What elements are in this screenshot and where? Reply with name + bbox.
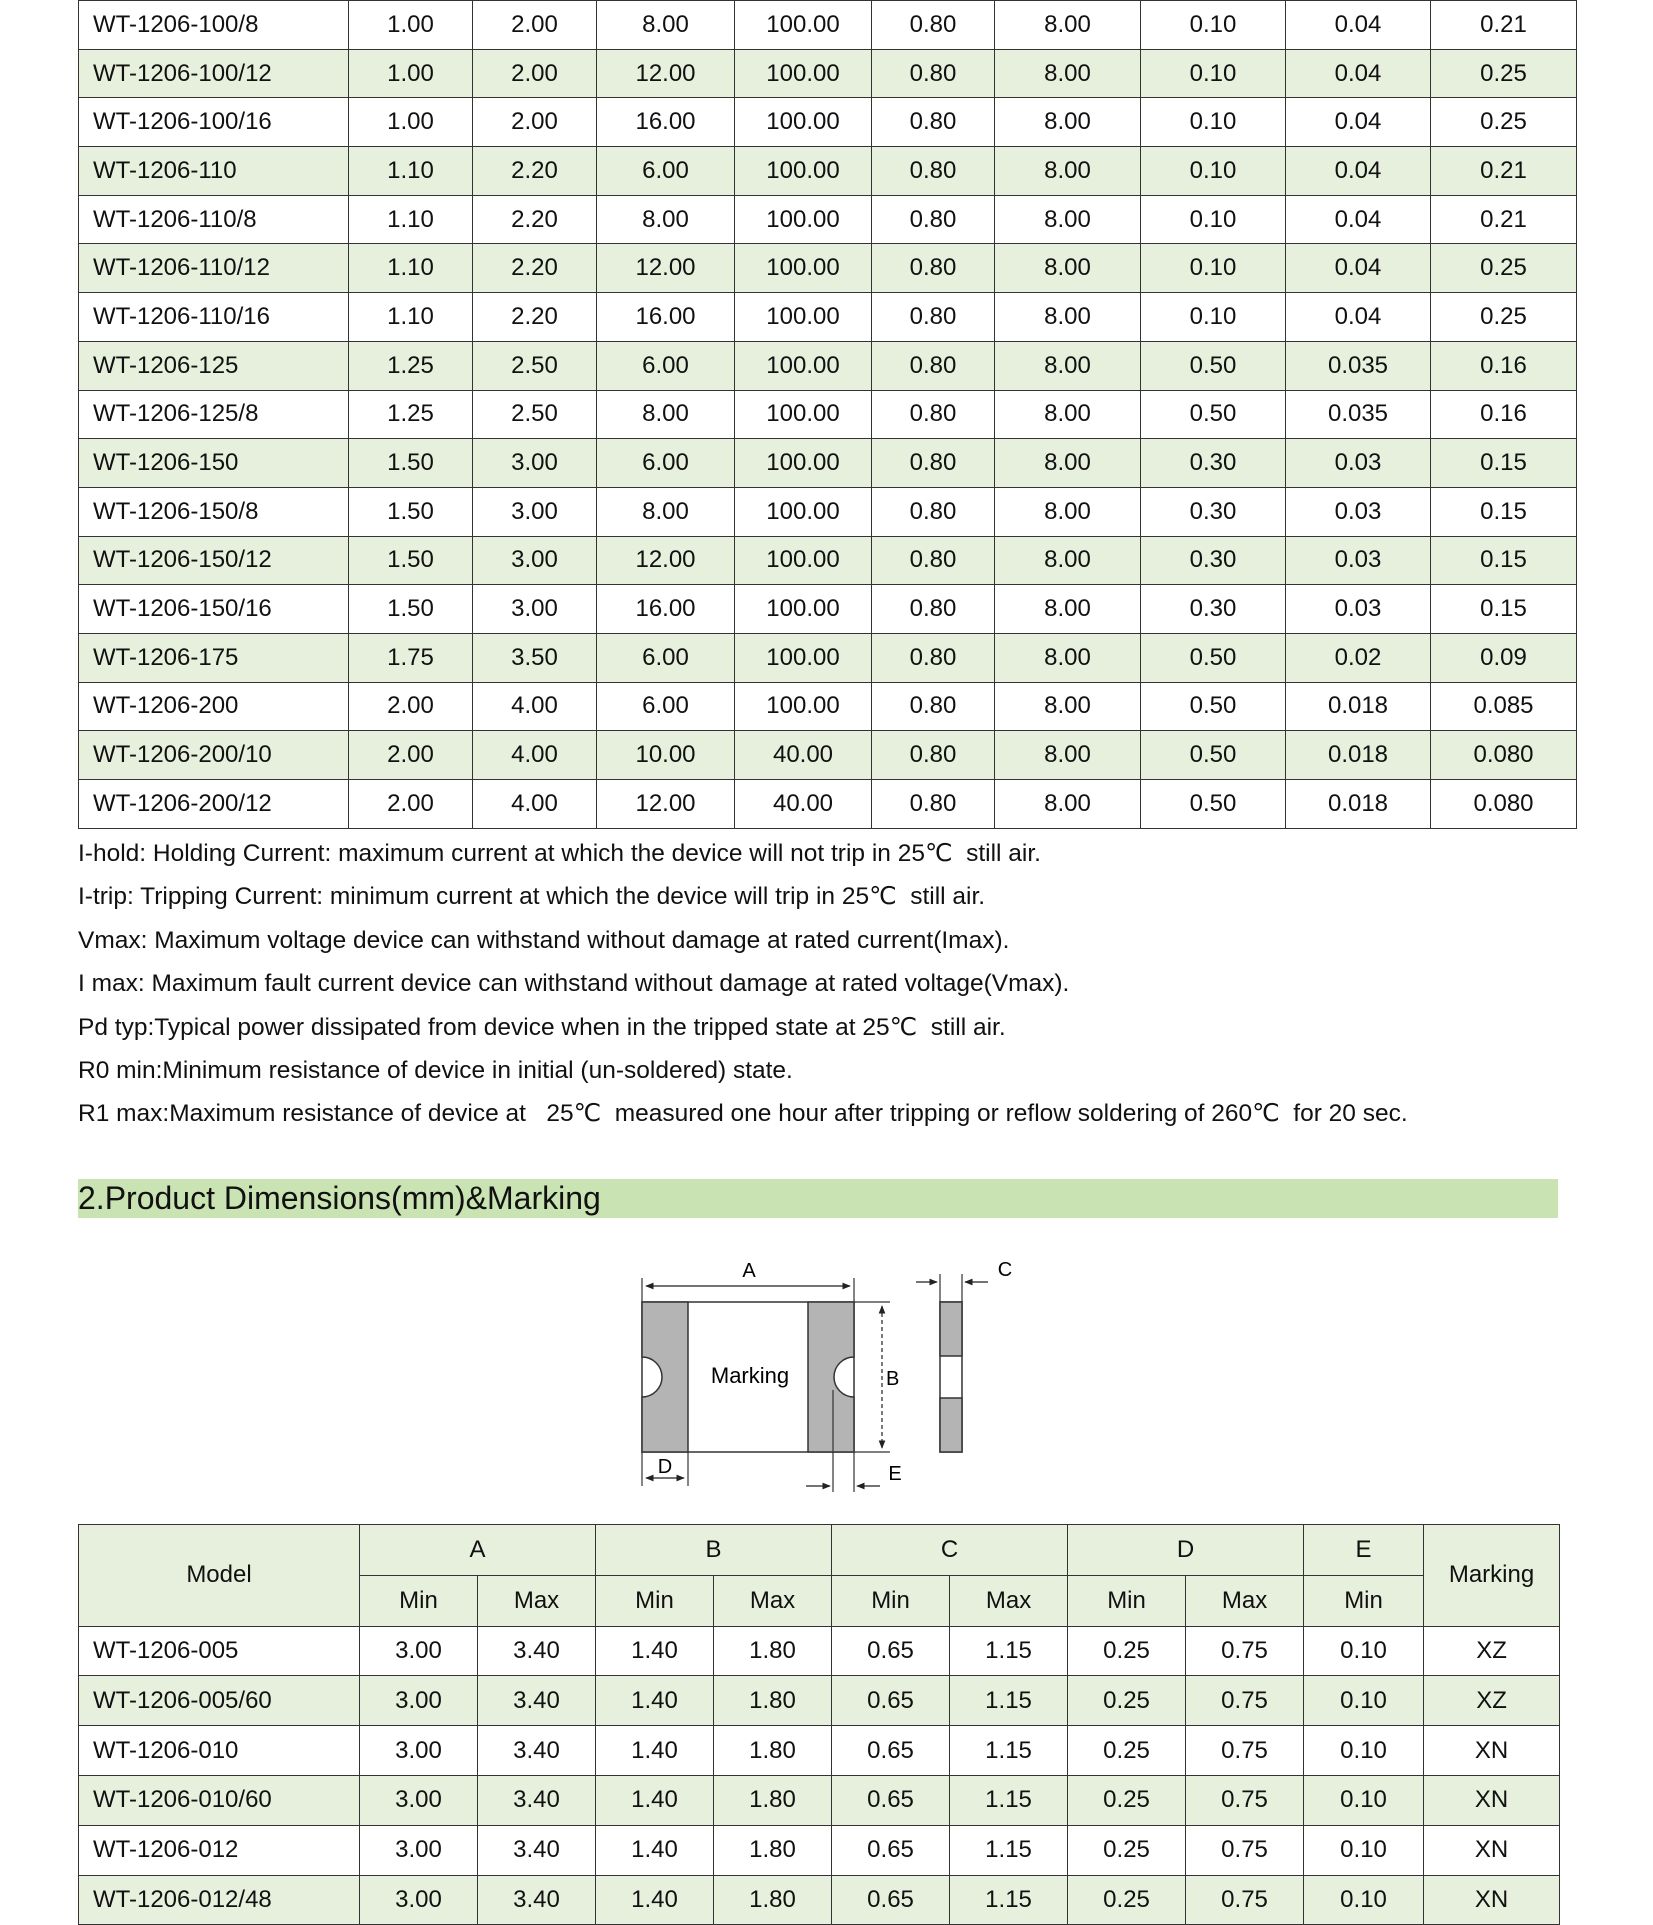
model-cell: WT-1206-110/12 [79, 244, 349, 293]
value-cell: 0.50 [1141, 341, 1286, 390]
value-cell: 1.15 [950, 1775, 1068, 1825]
value-cell: 8.00 [995, 682, 1141, 731]
value-cell: 2.00 [349, 731, 473, 780]
dim-sub-d-min: Min [1068, 1575, 1186, 1626]
value-cell: 0.80 [872, 98, 995, 147]
value-cell: 0.10 [1304, 1875, 1424, 1925]
value-cell: 0.25 [1068, 1726, 1186, 1776]
value-cell: 16.00 [597, 293, 735, 342]
marking-label: Marking [710, 1363, 790, 1388]
value-cell: 0.10 [1304, 1775, 1424, 1825]
value-cell: 0.80 [872, 536, 995, 585]
model-cell: WT-1206-110/8 [79, 195, 349, 244]
dim-e-label: E [888, 1463, 902, 1485]
note-pd-typ: Pd typ:Typical power dissipated from device when in the tripped state at 25℃ still air. [78, 1013, 1006, 1041]
value-cell: 1.00 [349, 98, 473, 147]
value-cell: 10.00 [597, 731, 735, 780]
value-cell: 0.04 [1286, 293, 1431, 342]
dimension-table [78, 1524, 1560, 1925]
table-row [79, 1, 1577, 50]
value-cell: 2.00 [473, 1, 597, 50]
value-cell: 0.80 [872, 633, 995, 682]
value-cell: 0.15 [1431, 439, 1577, 488]
value-cell: 0.30 [1141, 439, 1286, 488]
value-cell: 0.65 [832, 1626, 950, 1676]
model-cell: WT-1206-012/48 [79, 1875, 360, 1925]
value-cell: 0.10 [1141, 293, 1286, 342]
value-cell: 6.00 [597, 439, 735, 488]
value-cell: 0.15 [1431, 585, 1577, 634]
table-row [79, 439, 1577, 488]
value-cell: 0.65 [832, 1775, 950, 1825]
value-cell: 0.25 [1068, 1875, 1186, 1925]
value-cell: 6.00 [597, 682, 735, 731]
value-cell: 0.50 [1141, 731, 1286, 780]
value-cell: 0.80 [872, 293, 995, 342]
dim-sub-b-max: Max [714, 1575, 832, 1626]
value-cell: 100.00 [735, 487, 872, 536]
value-cell: 0.80 [872, 439, 995, 488]
model-cell: WT-1206-200 [79, 682, 349, 731]
model-cell: WT-1206-200/10 [79, 731, 349, 780]
value-cell: 3.40 [478, 1875, 596, 1925]
model-cell: WT-1206-150/12 [79, 536, 349, 585]
value-cell: 1.40 [596, 1626, 714, 1676]
value-cell: 0.30 [1141, 487, 1286, 536]
value-cell: 8.00 [995, 487, 1141, 536]
value-cell: 8.00 [995, 731, 1141, 780]
value-cell: 1.10 [349, 293, 473, 342]
value-cell: 0.50 [1141, 780, 1286, 829]
value-cell: 0.10 [1141, 49, 1286, 98]
table-row [79, 341, 1577, 390]
value-cell: 2.20 [473, 244, 597, 293]
value-cell: 0.10 [1141, 244, 1286, 293]
value-cell: 1.15 [950, 1825, 1068, 1875]
value-cell: 1.40 [596, 1775, 714, 1825]
model-cell: WT-1206-110/16 [79, 293, 349, 342]
value-cell: 0.65 [832, 1676, 950, 1726]
note-imax: I max: Maximum fault current device can withstand without damage at rated voltage(Vmax). [78, 970, 1070, 998]
dimension-table-body [79, 1626, 1560, 1925]
value-cell: 4.00 [473, 731, 597, 780]
value-cell: 0.10 [1141, 147, 1286, 196]
value-cell: 8.00 [995, 98, 1141, 147]
value-cell: 16.00 [597, 585, 735, 634]
table-row [79, 585, 1577, 634]
value-cell: 2.00 [473, 49, 597, 98]
value-cell: 3.00 [473, 536, 597, 585]
dim-d-label: D [657, 1456, 673, 1478]
model-cell: WT-1206-010 [79, 1726, 360, 1776]
value-cell: 40.00 [735, 731, 872, 780]
value-cell: 1.25 [349, 390, 473, 439]
value-cell: 0.65 [832, 1726, 950, 1776]
table-row [79, 293, 1577, 342]
value-cell: 3.40 [478, 1726, 596, 1776]
value-cell: 2.00 [349, 682, 473, 731]
table-row [79, 1775, 1560, 1825]
value-cell: 0.03 [1286, 487, 1431, 536]
value-cell: 0.16 [1431, 341, 1577, 390]
value-cell: 0.50 [1141, 682, 1286, 731]
value-cell: 8.00 [995, 585, 1141, 634]
value-cell: 3.00 [360, 1775, 478, 1825]
value-cell: 3.00 [360, 1726, 478, 1776]
value-cell: 1.50 [349, 536, 473, 585]
value-cell: 0.15 [1431, 487, 1577, 536]
value-cell: 0.16 [1431, 390, 1577, 439]
note-r0-min: R0 min:Minimum resistance of device in initial (un-soldered) state. [78, 1057, 793, 1085]
value-cell: 0.75 [1186, 1825, 1304, 1875]
value-cell: XZ [1424, 1626, 1560, 1676]
value-cell: 100.00 [735, 585, 872, 634]
value-cell: 100.00 [735, 633, 872, 682]
value-cell: 0.80 [872, 731, 995, 780]
value-cell: 0.80 [872, 487, 995, 536]
value-cell: 0.04 [1286, 98, 1431, 147]
spec-table-body [79, 1, 1577, 829]
value-cell: 0.21 [1431, 147, 1577, 196]
value-cell: 0.80 [872, 1, 995, 50]
table-row [79, 98, 1577, 147]
value-cell: 1.80 [714, 1825, 832, 1875]
value-cell: 3.00 [473, 439, 597, 488]
value-cell: 100.00 [735, 195, 872, 244]
table-row [79, 1626, 1560, 1676]
value-cell: 100.00 [735, 536, 872, 585]
value-cell: 3.00 [360, 1626, 478, 1676]
value-cell: 8.00 [995, 244, 1141, 293]
value-cell: 0.04 [1286, 244, 1431, 293]
model-cell: WT-1206-150/16 [79, 585, 349, 634]
value-cell: 12.00 [597, 244, 735, 293]
value-cell: 100.00 [735, 1, 872, 50]
value-cell: 0.018 [1286, 682, 1431, 731]
value-cell: 8.00 [597, 195, 735, 244]
spec-table [78, 0, 1577, 829]
value-cell: 0.035 [1286, 341, 1431, 390]
value-cell: 3.00 [360, 1875, 478, 1925]
value-cell: 6.00 [597, 341, 735, 390]
dim-header-c: C [832, 1525, 1068, 1576]
value-cell: 0.25 [1431, 98, 1577, 147]
table-row [79, 244, 1577, 293]
value-cell: 1.80 [714, 1726, 832, 1776]
model-cell: WT-1206-150 [79, 439, 349, 488]
dim-sub-c-max: Max [950, 1575, 1068, 1626]
value-cell: 0.80 [872, 585, 995, 634]
table-row [79, 195, 1577, 244]
dim-sub-c-min: Min [832, 1575, 950, 1626]
value-cell: 0.04 [1286, 195, 1431, 244]
value-cell: 3.00 [360, 1676, 478, 1726]
table-row [79, 682, 1577, 731]
value-cell: 1.50 [349, 487, 473, 536]
value-cell: 0.25 [1068, 1775, 1186, 1825]
value-cell: XN [1424, 1726, 1560, 1776]
value-cell: 0.10 [1304, 1726, 1424, 1776]
dim-a-label: A [742, 1260, 756, 1282]
value-cell: 100.00 [735, 147, 872, 196]
value-cell: 0.25 [1431, 49, 1577, 98]
value-cell: 4.00 [473, 682, 597, 731]
value-cell: 4.00 [473, 780, 597, 829]
table-row [79, 390, 1577, 439]
value-cell: 100.00 [735, 293, 872, 342]
value-cell: 1.80 [714, 1676, 832, 1726]
dim-header-model: Model [79, 1525, 360, 1627]
value-cell: 100.00 [735, 390, 872, 439]
value-cell: 0.04 [1286, 1, 1431, 50]
value-cell: 1.40 [596, 1825, 714, 1875]
table-row [79, 633, 1577, 682]
value-cell: 0.15 [1431, 536, 1577, 585]
table-row [79, 487, 1577, 536]
value-cell: 8.00 [995, 293, 1141, 342]
table-row [79, 1875, 1560, 1925]
model-cell: WT-1206-005 [79, 1626, 360, 1676]
value-cell: 0.10 [1141, 98, 1286, 147]
value-cell: XN [1424, 1875, 1560, 1925]
table-row [79, 780, 1577, 829]
dim-header-marking: Marking [1424, 1525, 1560, 1627]
value-cell: 6.00 [597, 147, 735, 196]
value-cell: 0.25 [1431, 244, 1577, 293]
value-cell: 8.00 [995, 1, 1141, 50]
value-cell: 12.00 [597, 536, 735, 585]
value-cell: 0.25 [1431, 293, 1577, 342]
value-cell: 1.10 [349, 244, 473, 293]
value-cell: 2.20 [473, 195, 597, 244]
value-cell: 0.80 [872, 390, 995, 439]
value-cell: 0.25 [1068, 1626, 1186, 1676]
value-cell: 0.02 [1286, 633, 1431, 682]
value-cell: 0.80 [872, 147, 995, 196]
dim-b-label: B [886, 1368, 900, 1390]
value-cell: 8.00 [597, 390, 735, 439]
value-cell: 1.80 [714, 1875, 832, 1925]
value-cell: 16.00 [597, 98, 735, 147]
value-cell: 100.00 [735, 244, 872, 293]
table-row [79, 536, 1577, 585]
value-cell: 0.80 [872, 682, 995, 731]
value-cell: 0.03 [1286, 536, 1431, 585]
note-r1-max: R1 max:Maximum resistance of device at 25℃ measured one hour after tripping or reflow soldering of 260℃ for 20 sec. [78, 1100, 1408, 1128]
value-cell: 0.80 [872, 195, 995, 244]
value-cell: 100.00 [735, 439, 872, 488]
value-cell: 0.10 [1304, 1626, 1424, 1676]
value-cell: 1.40 [596, 1676, 714, 1726]
value-cell: 1.25 [349, 341, 473, 390]
value-cell: 2.00 [349, 780, 473, 829]
value-cell: 0.65 [832, 1875, 950, 1925]
value-cell: 1.15 [950, 1626, 1068, 1676]
model-cell: WT-1206-005/60 [79, 1676, 360, 1726]
value-cell: 2.50 [473, 390, 597, 439]
value-cell: 2.50 [473, 341, 597, 390]
value-cell: 40.00 [735, 780, 872, 829]
model-cell: WT-1206-010/60 [79, 1775, 360, 1825]
note-itrip: I-trip: Tripping Current: minimum current at which the device will trip in 25℃ still air. [78, 883, 986, 911]
dim-sub-d-max: Max [1186, 1575, 1304, 1626]
value-cell: 0.10 [1304, 1825, 1424, 1875]
value-cell: 0.10 [1304, 1676, 1424, 1726]
value-cell: 0.75 [1186, 1726, 1304, 1776]
value-cell: 0.10 [1141, 1, 1286, 50]
value-cell: 0.80 [872, 341, 995, 390]
value-cell: 3.50 [473, 633, 597, 682]
value-cell: XZ [1424, 1676, 1560, 1726]
value-cell: 1.10 [349, 195, 473, 244]
value-cell: 1.00 [349, 49, 473, 98]
value-cell: 2.20 [473, 147, 597, 196]
value-cell: 0.30 [1141, 585, 1286, 634]
value-cell: 8.00 [597, 487, 735, 536]
value-cell: 1.15 [950, 1726, 1068, 1776]
value-cell: 100.00 [735, 98, 872, 147]
dimension-diagram [600, 1240, 1040, 1500]
value-cell: 8.00 [995, 195, 1141, 244]
value-cell: 6.00 [597, 633, 735, 682]
model-cell: WT-1206-100/8 [79, 1, 349, 50]
value-cell: 0.04 [1286, 49, 1431, 98]
value-cell: 1.50 [349, 585, 473, 634]
model-cell: WT-1206-175 [79, 633, 349, 682]
value-cell: 12.00 [597, 780, 735, 829]
table-row [79, 49, 1577, 98]
value-cell: 0.25 [1068, 1676, 1186, 1726]
side-view-bottom-terminal [940, 1398, 962, 1452]
value-cell: 1.15 [950, 1676, 1068, 1726]
value-cell: 0.80 [872, 244, 995, 293]
value-cell: 0.018 [1286, 780, 1431, 829]
value-cell: 0.10 [1141, 195, 1286, 244]
value-cell: 1.00 [349, 1, 473, 50]
table-row [79, 1726, 1560, 1776]
value-cell: 0.75 [1186, 1676, 1304, 1726]
model-cell: WT-1206-100/12 [79, 49, 349, 98]
value-cell: 8.00 [995, 49, 1141, 98]
value-cell: 1.80 [714, 1626, 832, 1676]
value-cell: 0.75 [1186, 1626, 1304, 1676]
value-cell: 0.75 [1186, 1875, 1304, 1925]
section-title: 2.Product Dimensions(mm)&Marking [78, 1179, 1558, 1218]
value-cell: 1.10 [349, 147, 473, 196]
table-row [79, 1825, 1560, 1875]
value-cell: 3.00 [473, 487, 597, 536]
notes [78, 832, 1598, 1136]
model-cell: WT-1206-200/12 [79, 780, 349, 829]
side-view-top-terminal [940, 1302, 962, 1356]
value-cell: 12.00 [597, 49, 735, 98]
table-row [79, 731, 1577, 780]
value-cell: 1.40 [596, 1726, 714, 1776]
value-cell: 0.080 [1431, 780, 1577, 829]
dim-c-label: C [997, 1259, 1013, 1281]
value-cell: 0.80 [872, 49, 995, 98]
model-cell: WT-1206-125/8 [79, 390, 349, 439]
value-cell: 2.20 [473, 293, 597, 342]
model-cell: WT-1206-012 [79, 1825, 360, 1875]
dim-header-d: D [1068, 1525, 1304, 1576]
value-cell: 8.00 [995, 780, 1141, 829]
value-cell: 0.03 [1286, 585, 1431, 634]
value-cell: 2.00 [473, 98, 597, 147]
value-cell: 0.65 [832, 1825, 950, 1875]
value-cell: 1.15 [950, 1875, 1068, 1925]
value-cell: 3.00 [473, 585, 597, 634]
dim-sub-e-min: Min [1304, 1575, 1424, 1626]
note-vmax: Vmax: Maximum voltage device can withstand without damage at rated current(Imax). [78, 926, 1010, 954]
dim-header-row-1 [79, 1525, 1560, 1576]
model-cell: WT-1206-100/16 [79, 98, 349, 147]
value-cell: 0.085 [1431, 682, 1577, 731]
dim-header-e: E [1304, 1525, 1424, 1576]
value-cell: 3.40 [478, 1775, 596, 1825]
value-cell: XN [1424, 1775, 1560, 1825]
value-cell: 8.00 [995, 390, 1141, 439]
value-cell: 100.00 [735, 49, 872, 98]
value-cell: 0.09 [1431, 633, 1577, 682]
model-cell: WT-1206-125 [79, 341, 349, 390]
value-cell: 3.40 [478, 1825, 596, 1875]
value-cell: 3.00 [360, 1825, 478, 1875]
value-cell: 8.00 [597, 1, 735, 50]
value-cell: 0.50 [1141, 633, 1286, 682]
dim-header-a: A [360, 1525, 596, 1576]
value-cell: 100.00 [735, 341, 872, 390]
value-cell: 0.30 [1141, 536, 1286, 585]
dim-header-b: B [596, 1525, 832, 1576]
value-cell: 8.00 [995, 439, 1141, 488]
value-cell: 0.21 [1431, 195, 1577, 244]
dim-sub-b-min: Min [596, 1575, 714, 1626]
value-cell: 0.080 [1431, 731, 1577, 780]
value-cell: 1.40 [596, 1875, 714, 1925]
value-cell: 0.21 [1431, 1, 1577, 50]
value-cell: 0.80 [872, 780, 995, 829]
note-ihold: I-hold: Holding Current: maximum current at which the device will not trip in 25℃ still air. [78, 840, 1041, 867]
value-cell: 100.00 [735, 682, 872, 731]
model-cell: WT-1206-110 [79, 147, 349, 196]
dim-sub-a-max: Max [478, 1575, 596, 1626]
value-cell: 1.75 [349, 633, 473, 682]
value-cell: 0.03 [1286, 439, 1431, 488]
value-cell: XN [1424, 1825, 1560, 1875]
value-cell: 0.035 [1286, 390, 1431, 439]
value-cell: 8.00 [995, 341, 1141, 390]
value-cell: 8.00 [995, 536, 1141, 585]
value-cell: 0.75 [1186, 1775, 1304, 1825]
model-cell: WT-1206-150/8 [79, 487, 349, 536]
value-cell: 0.018 [1286, 731, 1431, 780]
value-cell: 0.25 [1068, 1825, 1186, 1875]
dim-sub-a-min: Min [360, 1575, 478, 1626]
value-cell: 3.40 [478, 1676, 596, 1726]
value-cell: 8.00 [995, 147, 1141, 196]
value-cell: 1.80 [714, 1775, 832, 1825]
value-cell: 0.50 [1141, 390, 1286, 439]
value-cell: 1.50 [349, 439, 473, 488]
value-cell: 3.40 [478, 1626, 596, 1676]
table-row [79, 147, 1577, 196]
value-cell: 8.00 [995, 633, 1141, 682]
value-cell: 0.04 [1286, 147, 1431, 196]
table-row [79, 1676, 1560, 1726]
